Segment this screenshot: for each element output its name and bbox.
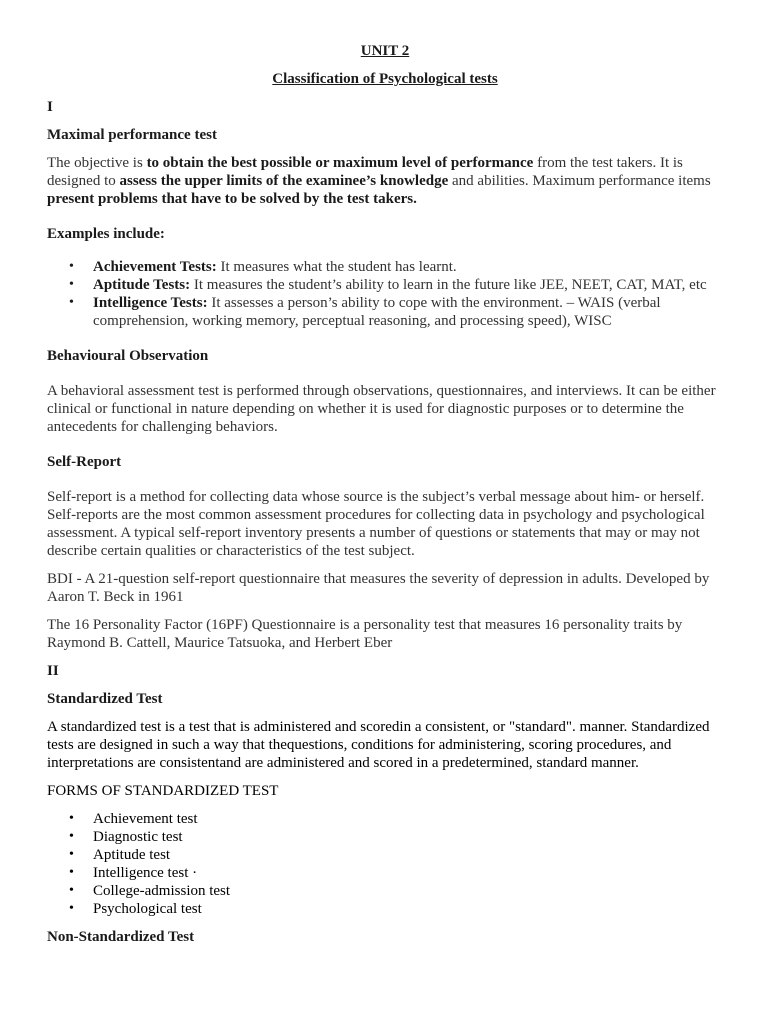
list-item: • Diagnostic test	[93, 828, 723, 846]
self-report-heading: Self-Report	[47, 454, 122, 470]
example-term: Aptitude Tests:	[93, 277, 191, 293]
maximal-performance-heading: Maximal performance test	[47, 127, 217, 143]
list-item: • Achievement test	[93, 810, 723, 828]
example-text: It assesses a person’s ability to cope with the environment. – WAIS (verbal comprehension, working memory, perceptual reasoning, and processing speed), WISC	[93, 295, 661, 329]
para-text: and abilities. Maximum performance items	[448, 173, 711, 189]
examples-heading: Examples include:	[47, 226, 165, 242]
behavioural-heading: Behavioural Observation	[47, 348, 209, 364]
examples-list	[47, 258, 723, 330]
example-text: It measures the student’s ability to learn in the future like JEE, NEET, CAT, MAT, etc	[190, 277, 707, 293]
unit-title: UNIT 2	[360, 43, 410, 59]
behavioural-paragraph: A behavioral assessment test is performed through observations, questionnaires, and interviews. It can be either clinical or functional in nature depending on whether it is used for diagnostic purposes or to determine the antecedents for challenging behaviors.	[47, 383, 716, 435]
example-text: It measures what the student has learnt.	[216, 259, 457, 275]
bdi-paragraph: BDI - A 21-question self-report questionnaire that measures the severity of depression in adults. Developed by Aaron T. Beck in 1961	[47, 571, 710, 605]
list-item	[93, 258, 723, 276]
standardized-test-paragraph: A standardized test is a test that is administered and scoredin a consistent, or "standard". manner. Standardized tests are designed in such a way that thequestions, conditions for administering, scoring procedures, and interpretations are consistentand are administered and scored in a predetermined, standard manner.	[47, 719, 710, 771]
document-subtitle: Classification of Psychological tests	[272, 71, 498, 87]
maximal-performance-paragraph	[47, 154, 723, 208]
section-numeral-1: I	[47, 99, 53, 115]
16pf-paragraph: The 16 Personality Factor (16PF) Questionnaire is a personality test that measures 16 personality traits by Raymond B. Cattell, Maurice Tatsuoka, and Herbert Eber	[47, 617, 683, 651]
list-item	[93, 294, 723, 330]
self-report-paragraph: Self-report is a method for collecting data whose source is the subject’s verbal message about him- or herself. Self-reports are the most common assessment procedures for collecting data in psychology and psychological assessment. A typical self-report inventory presents a number of questions or statements that may or may not describe certain qualities or characteristics of the test subject.	[47, 489, 705, 559]
non-standardized-heading: Non-Standardized Test	[47, 929, 195, 945]
document-page	[47, 42, 723, 946]
para-bold: to obtain the best possible or maximum level of performance	[146, 155, 534, 171]
para-text: from the test takers. It is designed to	[47, 155, 683, 189]
example-term: Achievement Tests:	[93, 259, 217, 275]
list-item: • College-admission test	[93, 882, 723, 900]
forms-list	[47, 810, 723, 918]
standardized-test-heading: Standardized Test	[47, 691, 163, 707]
para-bold: present problems that have to be solved by the test takers.	[47, 191, 417, 207]
para-text: The objective is	[47, 155, 147, 171]
list-item: • Psychological test	[93, 900, 723, 918]
example-term: Intelligence Tests:	[93, 295, 208, 311]
para-bold: assess the upper limits of the examinee’s knowledge	[119, 173, 449, 189]
list-item	[93, 276, 723, 294]
list-item: • Intelligence test ·	[93, 864, 723, 882]
list-item: • Aptitude test	[93, 846, 723, 864]
forms-heading: FORMS OF STANDARDIZED TEST	[47, 783, 279, 799]
section-numeral-2: II	[47, 663, 59, 679]
